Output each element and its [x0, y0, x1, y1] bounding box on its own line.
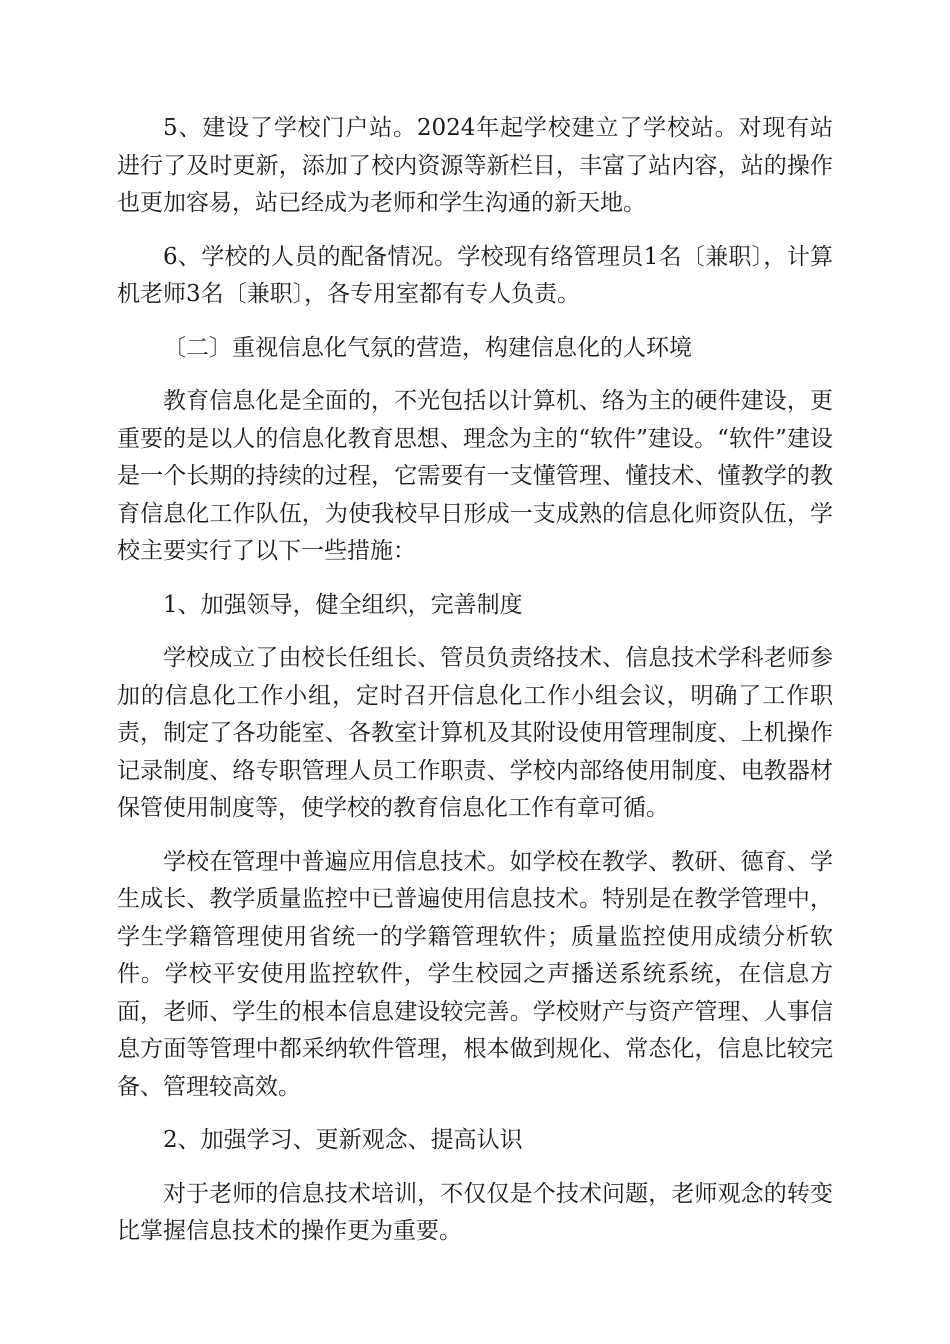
paragraph-work-group: 学校成立了由校长任组长、管员负责络技术、信息技术学科老师参加的信息化工作小组，定时召开信息化工作小组会议，明确了工作职责，制定了各功能室、各教室计算机及其附设使用管理制度、上机操作记录制度、络专职管理人员工作职责、学校内部络使用制度、电教器材保管使用制度等，使学校的教育信息化工作有章可循。: [117, 645, 833, 821]
paragraph-staffing: 6、学校的人员的配备情况。学校现有络管理员1名〔兼职〕，计算机老师3名〔兼职〕，各专用室都有专人负责。: [117, 243, 833, 307]
paragraph-management-it: 学校在管理中普遍应用信息技术。如学校在教学、教研、德育、学生成长、教学质量监控中已普遍使用信息技术。特别是在教学管理中，学生学籍管理使用省统一的学籍管理软件；质量监控使用成绩分析软件。学校平安使用监控软件，学生校园之声播送系统系统，在信息方面，老师、学生的根本信息建设较完善。学校财产与资产管理、人事信息方面等管理中都采纳软件管理，根本做到规化、常态化，信息比较完备、管理较高效。: [117, 848, 833, 1100]
section-heading-atmosphere: 〔二〕重视信息化气氛的营造，构建信息化的人环境: [163, 334, 692, 361]
subheading-leadership: 1、加强领导，健全组织，完善制度: [163, 591, 523, 618]
paragraph-portal-site: 5、建设了学校门户站。2024年起学校建立了学校站。对现有站进行了及时更新，添加了校内资源等新栏目，丰富了站内容，站的操作也更加容易，站已经成为老师和学生沟通的新天地。: [117, 115, 833, 216]
document-body: [117, 110, 833, 1267]
subheading-learning: 2、加强学习、更新观念、提高认识: [163, 1127, 523, 1153]
paragraph-teacher-training: 对于老师的信息技术培训，不仅仅是个技术问题，老师观念的转变比掌握信息技术的操作更为重要。: [117, 1180, 833, 1244]
paragraph-education-informatization: 教育信息化是全面的，不光包括以计算机、络为主的硬件建设，更重要的是以人的信息化教育思想、理念为主的“软件”建设。“软件”建设是一个长期的持续的过程，它需要有一支懂管理、懂技术、懂教学的教育信息化工作队伍，为使我校早日形成一支成熟的信息化师资队伍，学校主要实行了以下一些措施：: [117, 388, 833, 564]
